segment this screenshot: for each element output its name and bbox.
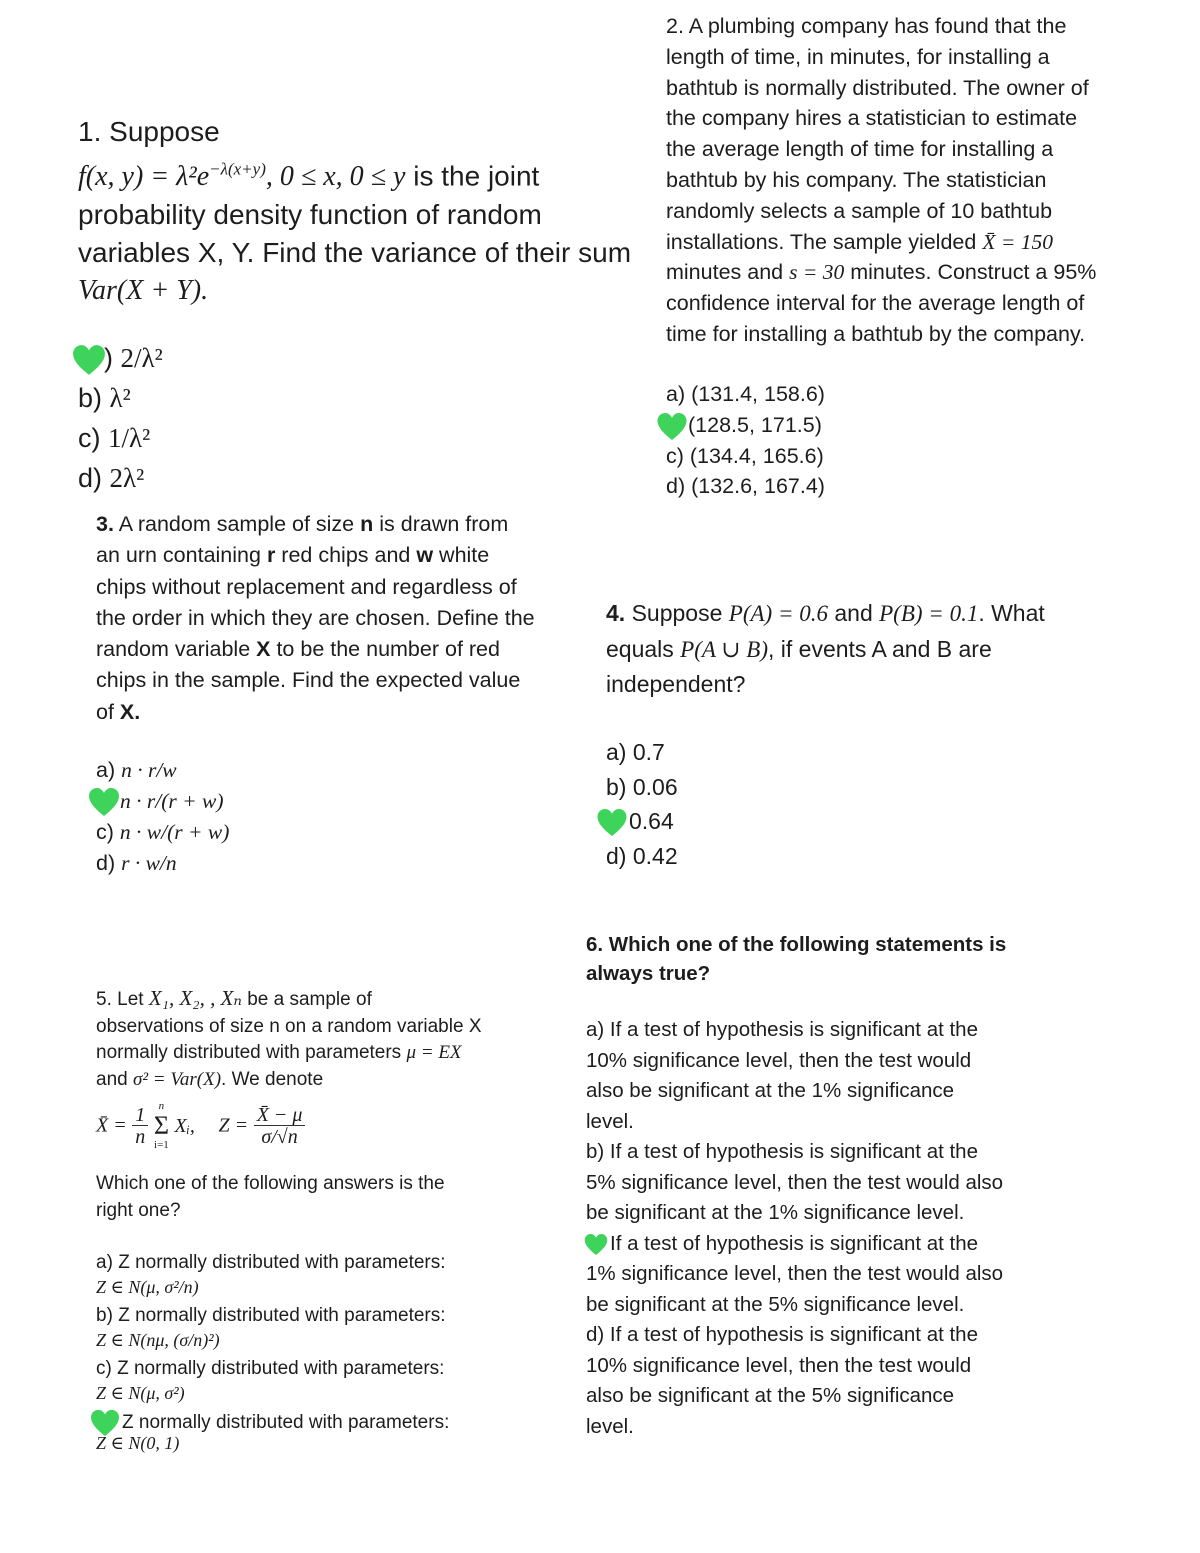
q5-sum: n Σ i=1 bbox=[153, 1100, 169, 1151]
q3-line-4: the order in which they are chosen. Define the bbox=[96, 605, 535, 630]
q1-text-d: Var(X + Y). bbox=[78, 275, 209, 307]
q3-option-b[interactable]: n · r/(r + w) bbox=[90, 786, 229, 817]
q3-option-a[interactable]: a) n · r/w bbox=[96, 758, 177, 782]
question-4 bbox=[606, 596, 1045, 703]
q6-line-1: 6. Which one of the following statements is bbox=[586, 933, 1007, 956]
q1-number: 1. bbox=[78, 116, 102, 147]
q4-line-3: independent? bbox=[606, 671, 746, 697]
q5-definitions bbox=[96, 1100, 305, 1152]
q4-line-2: equals P(A ∪ B), if events A and B are bbox=[606, 635, 992, 662]
q2-line-8: installations. The sample yielded X̄ = 150 bbox=[666, 229, 1053, 254]
q1-lead: Suppose bbox=[109, 116, 220, 147]
q2-line-11: time for installing a bathtub by the company. bbox=[666, 321, 1086, 346]
q4-option-d[interactable]: d) 0.42 bbox=[606, 842, 678, 869]
q4-option-a[interactable]: a) 0.7 bbox=[606, 739, 665, 765]
heart-icon bbox=[596, 808, 628, 837]
q6-option-d[interactable]: d) If a test of hypothesis is significant at the 10% significance level, then the test would also be significant at the 5% significance level. bbox=[586, 1323, 978, 1438]
q2-line-3: bathtub is normally distributed. The owner of bbox=[666, 75, 1089, 100]
q4-options bbox=[600, 735, 678, 873]
heart-icon bbox=[656, 412, 688, 441]
q5-line-2: observations of size n on a random variable X bbox=[96, 1015, 482, 1037]
q1-text-a: is the joint bbox=[405, 160, 540, 192]
q4-number: 4. bbox=[606, 600, 626, 626]
q2-option-d[interactable]: d) (132.6, 167.4) bbox=[666, 474, 825, 499]
q3-number: 3. bbox=[96, 512, 114, 536]
q2-option-c[interactable]: c) (134.4, 165.6) bbox=[666, 443, 824, 468]
q2-line-9: minutes and s = 30 minutes. Construct a 95% bbox=[666, 260, 1097, 285]
question-6 bbox=[586, 930, 1006, 988]
q1-text-c: variables X, Y. Find the variance of their sum bbox=[78, 237, 632, 269]
heart-icon bbox=[88, 787, 120, 817]
question-5 bbox=[96, 985, 482, 1093]
q5-which-1: Which one of the following answers is the bbox=[96, 1173, 445, 1194]
question-2 bbox=[666, 11, 1096, 350]
q5-z: Z = bbox=[218, 1114, 249, 1137]
q6-option-c[interactable]: If a test of hypothesis is significant at the 1% significance level, then the test would also be significant at the 5% significance level. bbox=[586, 1231, 1004, 1316]
q5-line-3: normally distributed with parameters μ = EX bbox=[96, 1042, 462, 1063]
q4-option-b[interactable]: b) 0.06 bbox=[606, 773, 678, 800]
question-1 bbox=[78, 113, 631, 310]
q5-question bbox=[96, 1171, 445, 1224]
heart-icon bbox=[584, 1233, 608, 1256]
q2-line-1: 2. A plumbing company has found that the bbox=[666, 14, 1067, 38]
q5-xi: Xᵢ, bbox=[174, 1114, 195, 1137]
q1-option-a[interactable]: ) 2/λ² bbox=[72, 338, 163, 378]
q4-line-1: 4. Suppose P(A) = 0.6 and P(B) = 0.1. What bbox=[606, 600, 1045, 626]
q5-option-d[interactable]: Z normally distributed with parameters: Z ∈ N(0, 1) bbox=[90, 1409, 449, 1455]
q3-line-3: chips without replacement and regardless of bbox=[96, 574, 517, 599]
q3-line-6: chips in the sample. Find the expected value bbox=[96, 668, 521, 693]
q2-line-5: the average length of time for installing a bbox=[666, 137, 1054, 162]
q5-option-c[interactable]: c) Z normally distributed with parameters: Z ∈ N(μ, σ²) bbox=[96, 1358, 445, 1403]
q2-line-2: length of time, in minutes, for installing a bbox=[666, 44, 1050, 69]
q2-line-4: the company hires a statistician to estimate bbox=[666, 106, 1078, 131]
q2-line-7: randomly selects a sample of 10 bathtub bbox=[666, 198, 1053, 223]
q3-line-7: of X. bbox=[96, 699, 141, 724]
q1-formula: f(x, $y) = \lambda^2e^{-\lambda(x+y)}$, 0 ≤ x, 0 ≤ y bbox=[78, 160, 406, 193]
q5-xbar: X̄ = bbox=[96, 1114, 127, 1137]
q3-line-2: an urn containing r red chips and w white bbox=[96, 543, 490, 568]
q1-line-2 bbox=[78, 151, 631, 196]
q3-line-5: random variable X to be the number of red bbox=[96, 637, 500, 662]
q6-option-b[interactable]: b) If a test of hypothesis is significant at the 5% significance level, then the test would also be significant at the 1% significance level. bbox=[586, 1140, 1004, 1224]
q2-line-10: confidence interval for the average length of bbox=[666, 291, 1085, 316]
q2-options bbox=[660, 379, 825, 502]
q1-line-1 bbox=[78, 113, 631, 151]
q4-option-c[interactable]: 0.64 bbox=[600, 804, 678, 839]
q1-option-c[interactable]: c) 1/λ² bbox=[78, 423, 151, 453]
q5-one-over-n: $\frac{1}{n}$ bbox=[132, 1105, 148, 1148]
q2-number: 2. bbox=[666, 14, 684, 38]
q6-option-a[interactable]: a) If a test of hypothesis is significant at the 10% significance level, then the test would also be significant at the 1% significance level. bbox=[586, 1018, 978, 1133]
q3-option-c[interactable]: c) n · w/(r + w) bbox=[96, 820, 230, 845]
q1-text-b: probability density function of random bbox=[78, 199, 542, 231]
q6-options bbox=[586, 1015, 1003, 1442]
q2-option-a[interactable]: a) (131.4, 158.6) bbox=[666, 382, 825, 406]
q2-option-b[interactable]: (128.5, 171.5) bbox=[660, 410, 825, 441]
q1-options bbox=[72, 338, 163, 498]
q3-options bbox=[90, 755, 229, 879]
q3-line-1: 3. A random sample of size n is drawn from bbox=[96, 512, 509, 536]
q1-option-d[interactable]: d) 2λ² bbox=[78, 463, 145, 493]
question-3 bbox=[96, 509, 535, 728]
q3-option-d[interactable]: d) r · w/n bbox=[96, 851, 177, 876]
q5-z-fraction: $\frac{X̄ - \mu}{\sigma/√n}$ bbox=[254, 1105, 306, 1148]
heart-icon bbox=[72, 344, 106, 376]
q5-which-2: right one? bbox=[96, 1199, 181, 1221]
q5-option-a[interactable]: a) Z normally distributed with parameters: Z ∈ N(μ, σ²/n) bbox=[96, 1252, 446, 1297]
q5-options bbox=[90, 1250, 449, 1455]
q2-line-6: bathtub by his company. The statistician bbox=[666, 167, 1047, 192]
q5-line-1: 5. Let X₁, X₂, , Xₙ be a sample of bbox=[96, 986, 372, 1010]
q1-option-b[interactable]: b) λ² bbox=[78, 383, 131, 413]
q5-option-b[interactable]: b) Z normally distributed with parameters: Z ∈ N(nμ, (σ/n)²) bbox=[96, 1305, 446, 1350]
q5-line-4: and σ² = Var(X). We denote bbox=[96, 1068, 324, 1090]
q6-line-2: always true? bbox=[586, 962, 711, 985]
